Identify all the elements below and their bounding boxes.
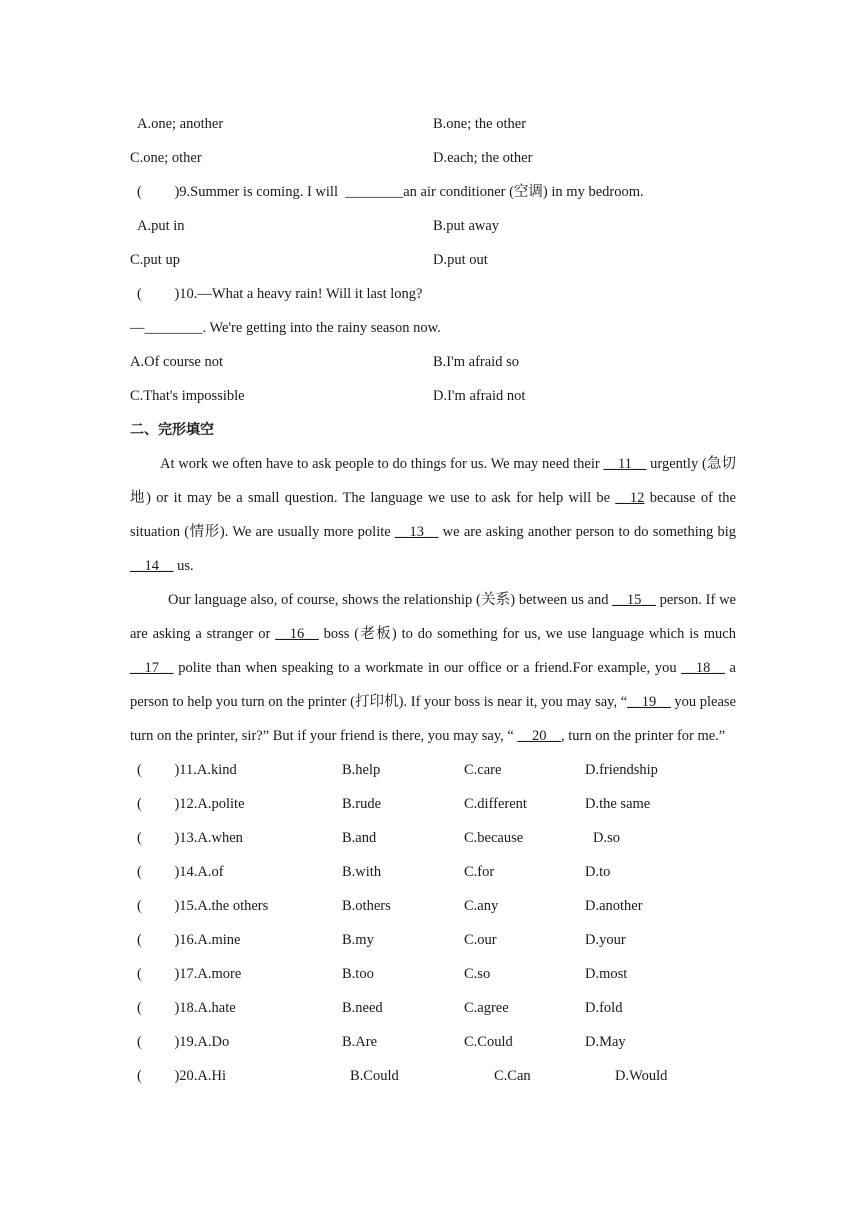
q10-stem-text: ( )10.—What a heavy rain! Will it last long? — [137, 286, 423, 302]
passage-text: because of the situation (情形). We are usually more polite — [130, 490, 736, 540]
question-option-b: B.with — [342, 864, 382, 880]
question-option-c: C.care — [464, 762, 502, 778]
question-option-b: B.need — [342, 1000, 383, 1016]
blank-20: __20__ — [517, 728, 561, 744]
question-option-a: ( )14.A.of — [137, 864, 224, 880]
q8-option-b: B.one; the other — [433, 116, 527, 132]
q8-options-row1 — [130, 107, 736, 141]
blank-11: __11__ — [603, 456, 647, 472]
question-option-c: C.for — [464, 864, 495, 880]
q8-options-row2 — [130, 141, 736, 175]
passage-text: we are asking another person to do something big — [438, 524, 736, 540]
worksheet-page — [130, 107, 736, 1093]
q8-option-c: C.one; other — [130, 150, 202, 166]
question-option-c: C.so — [464, 966, 491, 982]
question-option-a: ( )20.A.Hi — [137, 1068, 227, 1084]
question-option-d: D.most — [585, 966, 628, 982]
blank-12: __12 — [615, 490, 645, 506]
q10-option-c: C.That's impossible — [130, 388, 245, 404]
cloze-question-18 — [130, 991, 736, 1025]
question-option-b: B.and — [342, 830, 377, 846]
question-option-b: B.rude — [342, 796, 382, 812]
question-option-b: B.my — [342, 932, 374, 948]
cloze-question-19 — [130, 1025, 736, 1059]
question-option-a: ( )17.A.more — [137, 966, 242, 982]
passage-paragraph-1 — [130, 447, 736, 583]
q9-options-row2 — [130, 243, 736, 277]
q10-options-row1 — [130, 345, 736, 379]
blank-18: __18__ — [681, 660, 725, 676]
question-option-a: ( )18.A.hate — [137, 1000, 236, 1016]
question-option-a: ( )15.A.the others — [137, 898, 269, 914]
question-option-b: B.too — [342, 966, 374, 982]
passage-text: boss (老板) to do something for us, we use language which is much — [318, 626, 736, 642]
question-option-c: C.Could — [464, 1034, 513, 1050]
cloze-question-13 — [130, 821, 736, 855]
passage-text: you please turn on the printer, sir?” But if your friend is there, you may say, “ — [130, 694, 736, 744]
question-option-b: B.Are — [342, 1034, 378, 1050]
q9-option-b: B.put away — [433, 218, 500, 234]
passage-text: us. — [173, 558, 194, 574]
question-option-a: ( )16.A.mine — [137, 932, 241, 948]
q9-option-a: A.put in — [137, 218, 185, 234]
question-option-c: C.agree — [464, 1000, 509, 1016]
q10-options-row2 — [130, 379, 736, 413]
question-option-c: C.different — [464, 796, 527, 812]
blank-13: __13__ — [394, 524, 439, 540]
question-option-d: D.your — [585, 932, 626, 948]
question-option-c: C.Can — [494, 1068, 531, 1084]
blank-14: __14__ — [130, 558, 174, 574]
cloze-question-20 — [130, 1059, 736, 1093]
q10-option-b: B.I'm afraid so — [433, 354, 519, 370]
cloze-question-11 — [130, 753, 736, 787]
question-option-c: C.our — [464, 932, 497, 948]
question-option-b: B.others — [342, 898, 391, 914]
blank-16: __16__ — [275, 626, 319, 642]
q10-option-a: A.Of course not — [130, 354, 224, 370]
q9-stem-text: ( )9.Summer is coming. I will ________an air conditioner (空调) in my bedroom. — [137, 184, 644, 200]
cloze-question-15 — [130, 889, 736, 923]
question-option-d: D.so — [593, 830, 620, 846]
question-option-b: B.Could — [350, 1068, 399, 1084]
passage-text: person. If we are asking a stranger or — [130, 592, 736, 642]
cloze-question-12 — [130, 787, 736, 821]
question-option-a: ( )12.A.polite — [137, 796, 245, 812]
question-option-d: D.the same — [585, 796, 651, 812]
cloze-question-16 — [130, 923, 736, 957]
question-option-d: D.friendship — [585, 762, 658, 778]
question-option-d: D.to — [585, 864, 611, 880]
blank-15: __15__ — [612, 592, 656, 608]
passage-text: polite than when speaking to a workmate in our office or a friend.For example, you — [173, 660, 682, 676]
question-option-a: ( )11.A.kind — [137, 762, 237, 778]
passage-text: Our language also, of course, shows the relationship (关系) between us and — [168, 592, 613, 608]
question-option-d: D.Would — [615, 1068, 668, 1084]
blank-19: __19__ — [627, 694, 671, 710]
section-heading: 二、完形填空 — [130, 422, 214, 438]
passage-paragraph-2 — [130, 583, 736, 753]
q9-option-c: C.put up — [130, 252, 180, 268]
q10-reply-text: —________. We're getting into the rainy season now. — [130, 320, 441, 336]
question-option-c: C.any — [464, 898, 499, 914]
question-option-a: ( )13.A.when — [137, 830, 243, 846]
question-option-c: C.because — [464, 830, 524, 846]
passage-text: urgently (急切地) or it may be a small question. The language we use to ask for help will be — [130, 456, 736, 506]
q8-option-d: D.each; the other — [433, 150, 533, 166]
q10-stem — [130, 277, 736, 311]
q8-option-a: A.one; another — [137, 116, 224, 132]
question-option-a: ( )19.A.Do — [137, 1034, 230, 1050]
question-option-b: B.help — [342, 762, 381, 778]
q9-option-d: D.put out — [433, 252, 488, 268]
q10-option-d: D.I'm afraid not — [433, 388, 526, 404]
question-option-d: D.fold — [585, 1000, 623, 1016]
passage-text: , turn on the printer for me.” — [560, 728, 726, 744]
q10-reply — [130, 311, 736, 345]
passage-text: At work we often have to ask people to do things for us. We may need their — [160, 456, 604, 472]
blank-17: __17__ — [130, 660, 174, 676]
cloze-question-14 — [130, 855, 736, 889]
passage-text: a person to help you turn on the printer (打印机). If your boss is near it, you may say, “ — [130, 660, 736, 710]
cloze-question-17 — [130, 957, 736, 991]
question-option-d: D.May — [585, 1034, 626, 1050]
question-option-d: D.another — [585, 898, 643, 914]
q9-options-row1 — [130, 209, 736, 243]
q9-stem — [130, 175, 736, 209]
